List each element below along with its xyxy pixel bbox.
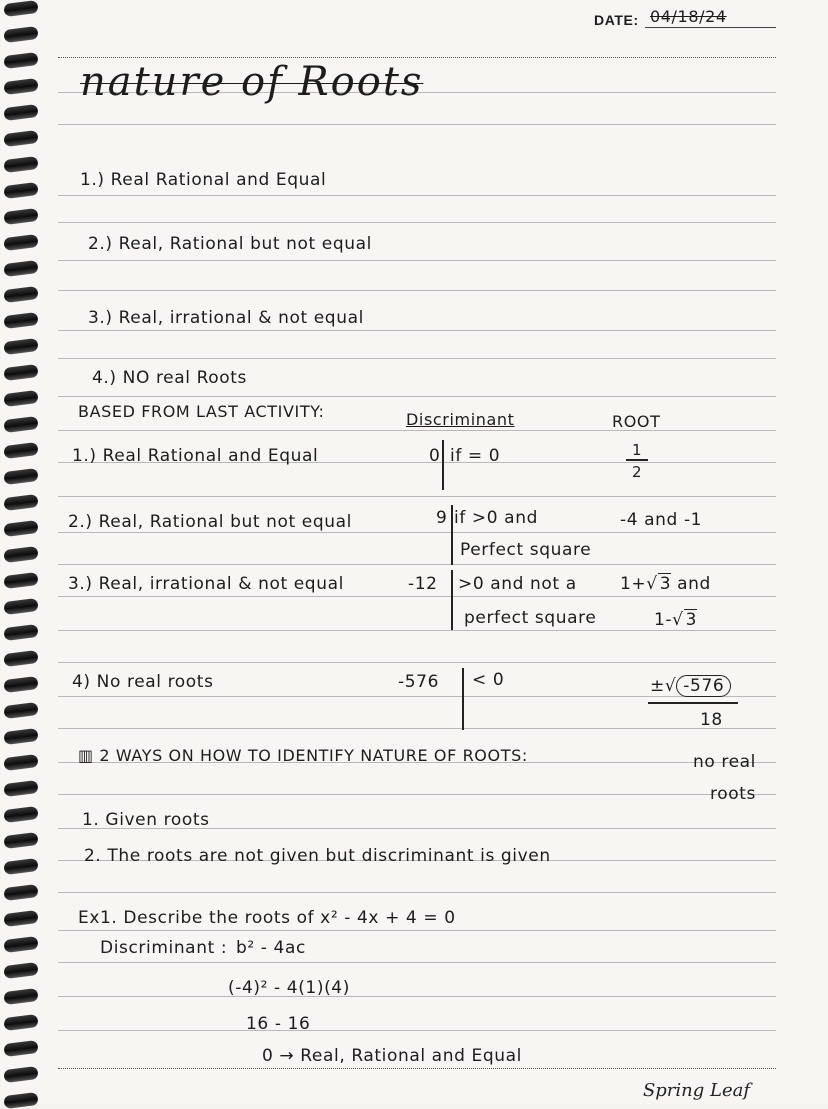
table-cell-cond: >0 and not a bbox=[458, 574, 577, 594]
ruled-line bbox=[58, 496, 776, 497]
col-discriminant: Discriminant bbox=[406, 410, 515, 429]
spiral-ring bbox=[3, 1040, 38, 1057]
spiral-ring bbox=[3, 78, 38, 95]
spiral-ring bbox=[3, 494, 38, 511]
calendar-icon: ▥ bbox=[78, 746, 94, 765]
table-cell-disc: 0 bbox=[429, 446, 441, 466]
example-step-label: Discriminant : bbox=[100, 938, 228, 958]
table-cell-disc: -12 bbox=[408, 574, 438, 594]
spiral-ring bbox=[3, 130, 38, 147]
spiral-ring bbox=[3, 1014, 38, 1031]
spiral-ring bbox=[3, 364, 38, 381]
spiral-ring bbox=[3, 390, 38, 407]
table-cell-nature: 2.) Real, Rational but not equal bbox=[68, 512, 352, 532]
table-cell-root-den: 2 bbox=[632, 463, 643, 481]
spiral-ring bbox=[3, 936, 38, 953]
ruled-line bbox=[58, 596, 776, 597]
spiral-ring bbox=[3, 1092, 38, 1109]
table-cell-cond2: perfect square bbox=[464, 608, 597, 628]
fraction-bar bbox=[648, 702, 738, 704]
example-step: 16 - 16 bbox=[246, 1014, 311, 1034]
spiral-ring bbox=[3, 286, 38, 303]
type-item: 1.) Real Rational and Equal bbox=[80, 170, 327, 190]
table-cell-root: -4 and -1 bbox=[620, 510, 703, 530]
ways-heading: ▥ 2 WAYS ON HOW TO IDENTIFY NATURE OF ROOTS: bbox=[78, 746, 528, 765]
spiral-ring bbox=[3, 416, 38, 433]
table-cell-disc: -576 bbox=[398, 672, 439, 692]
type-item: 4.) NO real Roots bbox=[92, 368, 247, 388]
spiral-ring bbox=[3, 182, 38, 199]
table-cell-root-den: 18 bbox=[700, 710, 723, 730]
spiral-ring bbox=[3, 468, 38, 485]
ruled-line bbox=[58, 930, 776, 931]
spiral-ring bbox=[3, 884, 38, 901]
spiral-ring bbox=[3, 1066, 38, 1083]
ruled-line bbox=[58, 630, 776, 631]
bottom-rule bbox=[58, 1068, 776, 1070]
table-cell-root-a: 1+√ 3 and bbox=[620, 574, 711, 594]
ruled-line bbox=[58, 430, 776, 431]
spiral-ring bbox=[3, 988, 38, 1005]
date-value: 04/18/24 bbox=[650, 7, 727, 26]
table-cell-root-num: 1 bbox=[632, 441, 643, 459]
table-divider bbox=[442, 440, 444, 490]
example-prompt: Ex1. Describe the roots of x² - 4x + 4 = 0 bbox=[78, 908, 456, 928]
ruled-line bbox=[58, 124, 776, 125]
spiral-ring bbox=[3, 650, 38, 667]
type-item: 3.) Real, irrational & not equal bbox=[88, 308, 364, 328]
spiral-ring bbox=[3, 780, 38, 797]
spiral-ring bbox=[3, 910, 38, 927]
ruled-line bbox=[58, 892, 776, 893]
spiral-ring bbox=[3, 806, 38, 823]
table-cell-nature: 3.) Real, irrational & not equal bbox=[68, 574, 344, 594]
spiral-ring bbox=[3, 572, 38, 589]
ruled-line bbox=[58, 696, 776, 697]
ruled-line bbox=[58, 222, 776, 223]
spiral-ring bbox=[3, 546, 38, 563]
spiral-ring bbox=[3, 520, 38, 537]
ruled-line bbox=[58, 358, 776, 359]
spiral-ring bbox=[3, 234, 38, 251]
col-root: ROOT bbox=[612, 412, 661, 431]
spiral-ring bbox=[3, 338, 38, 355]
table-divider bbox=[451, 505, 453, 565]
spiral-ring bbox=[3, 676, 38, 693]
example-step: b² - 4ac bbox=[236, 938, 306, 958]
ruled-line bbox=[58, 728, 776, 729]
table-cell-nature: 1.) Real Rational and Equal bbox=[72, 446, 319, 466]
spiral-ring bbox=[3, 754, 38, 771]
ruled-line bbox=[58, 290, 776, 291]
table-caption: BASED FROM LAST ACTIVITY: bbox=[78, 402, 325, 421]
ruled-line bbox=[58, 195, 776, 196]
table-cell-cond: if >0 and bbox=[454, 508, 538, 528]
spiral-ring bbox=[3, 52, 38, 69]
table-cell-cond: if = 0 bbox=[450, 446, 501, 466]
example-step: (-4)² - 4(1)(4) bbox=[228, 978, 350, 998]
spiral-ring bbox=[3, 260, 38, 277]
table-cell-cond2: Perfect square bbox=[460, 540, 592, 560]
date-label: DATE: bbox=[594, 12, 639, 28]
date-underline bbox=[645, 27, 776, 28]
example-result: 0 → Real, Rational and Equal bbox=[262, 1046, 522, 1066]
spiral-ring bbox=[3, 442, 38, 459]
page-title: nature of Roots bbox=[80, 59, 424, 105]
table-cell-disc: 9 bbox=[436, 508, 448, 528]
table-cell-root: ±√ -576 bbox=[650, 676, 731, 696]
spiral-ring bbox=[3, 728, 38, 745]
ruled-line bbox=[58, 396, 776, 397]
spiral-binding bbox=[0, 0, 44, 1104]
fraction-bar bbox=[626, 459, 648, 461]
spiral-ring bbox=[3, 598, 38, 615]
table-divider bbox=[462, 668, 464, 730]
spiral-ring bbox=[3, 312, 38, 329]
ruled-line bbox=[58, 564, 776, 565]
ruled-line bbox=[58, 662, 776, 663]
spiral-ring bbox=[3, 858, 38, 875]
table-divider bbox=[451, 570, 453, 630]
ruled-line bbox=[58, 260, 776, 261]
spiral-ring bbox=[3, 0, 38, 17]
spiral-ring bbox=[3, 702, 38, 719]
ways-item: 2. The roots are not given but discriminant is given bbox=[84, 846, 551, 866]
ruled-line bbox=[58, 1030, 776, 1031]
ruled-line bbox=[58, 996, 776, 997]
brand-logo: Spring Leaf bbox=[642, 1080, 750, 1101]
table-cell-root-note: no real roots bbox=[693, 752, 756, 804]
ruled-line bbox=[58, 330, 776, 331]
spiral-ring bbox=[3, 624, 38, 641]
spiral-ring bbox=[3, 26, 38, 43]
ways-item: 1. Given roots bbox=[82, 810, 210, 830]
table-cell-cond: < 0 bbox=[472, 670, 505, 690]
type-item: 2.) Real, Rational but not equal bbox=[88, 234, 372, 254]
table-cell-root-b: 1-√ 3 bbox=[654, 610, 698, 630]
table-cell-nature: 4) No real roots bbox=[72, 672, 214, 692]
ruled-line bbox=[58, 532, 776, 533]
spiral-ring bbox=[3, 962, 38, 979]
spiral-ring bbox=[3, 208, 38, 225]
spiral-ring bbox=[3, 156, 38, 173]
ruled-line bbox=[58, 962, 776, 963]
spiral-ring bbox=[3, 832, 38, 849]
spiral-ring bbox=[3, 104, 38, 121]
